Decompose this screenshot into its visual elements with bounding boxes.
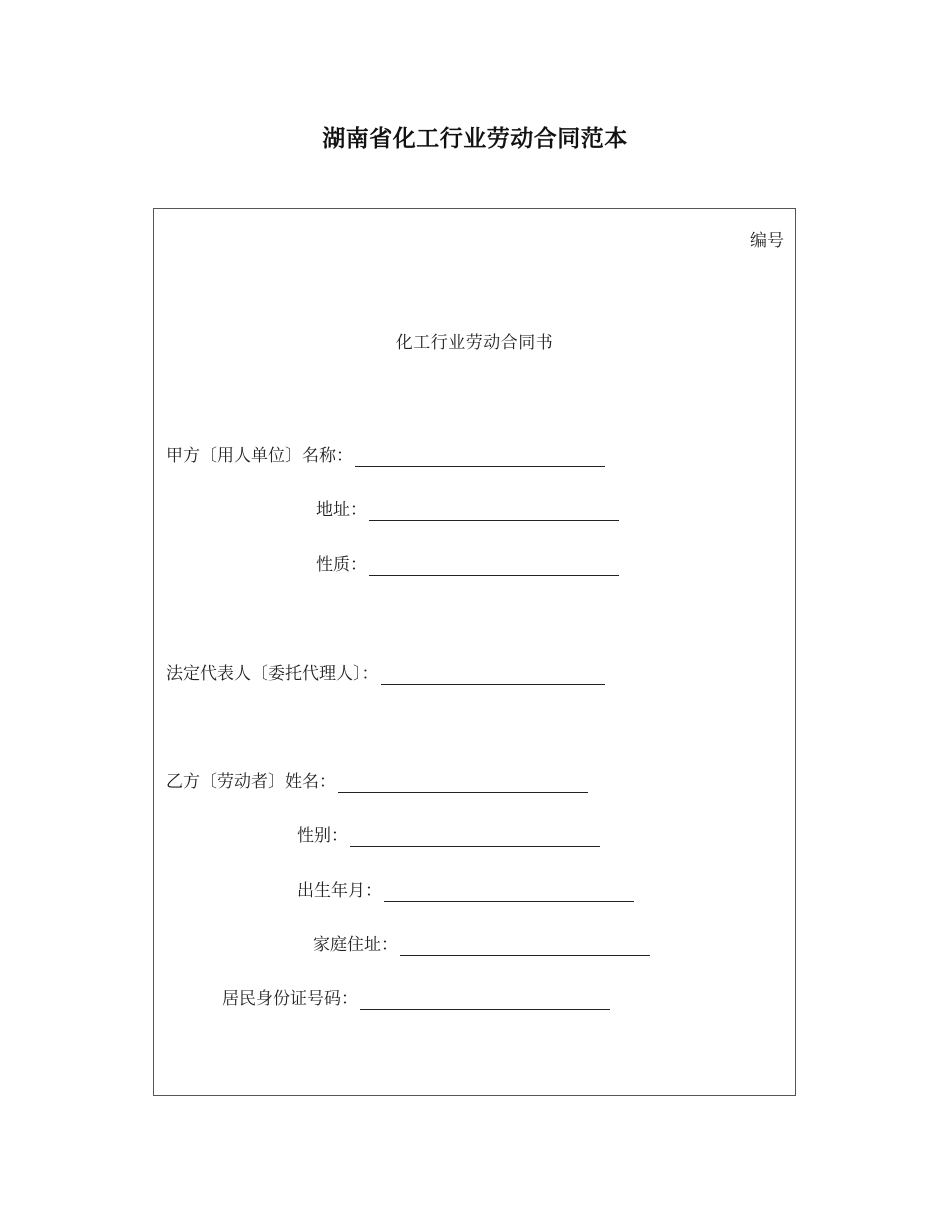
representative-blank[interactable] xyxy=(381,666,605,685)
party-a-name-label: 名称： xyxy=(302,446,353,466)
party-b-name-blank[interactable] xyxy=(338,774,588,793)
party-a-address-row xyxy=(316,499,619,521)
contract-subtitle: 化工行业劳动合同书 xyxy=(395,333,554,353)
party-b-id-blank[interactable] xyxy=(360,991,610,1010)
party-a-nature-label: 性质： xyxy=(316,555,367,575)
document-title: 湖南省化工行业劳动合同范本 xyxy=(322,125,628,152)
party-b-address-row xyxy=(313,934,650,956)
party-a-address-blank[interactable] xyxy=(369,502,619,521)
party-a-prefix: 甲方〔用人单位〕 xyxy=(166,446,302,466)
party-b-name-label: 姓名： xyxy=(285,772,336,792)
representative-row xyxy=(166,663,605,685)
party-b-birth-row xyxy=(297,880,634,902)
representative-label: 法定代表人〔委托代理人〕： xyxy=(166,664,379,684)
party-b-id-label: 居民身份证号码： xyxy=(222,989,358,1009)
party-b-id-row xyxy=(222,988,610,1010)
party-b-birth-blank[interactable] xyxy=(384,883,634,902)
party-b-gender-blank[interactable] xyxy=(350,828,600,847)
party-a-name-blank[interactable] xyxy=(355,448,605,467)
party-a-nature-blank[interactable] xyxy=(369,557,619,576)
serial-number-label: 编号 xyxy=(750,231,784,251)
party-b-address-label: 家庭住址： xyxy=(313,935,398,955)
party-a-nature-row xyxy=(316,554,619,576)
party-b-name-row xyxy=(166,771,588,793)
party-b-birth-label: 出生年月： xyxy=(297,881,382,901)
party-b-gender-row xyxy=(297,825,600,847)
party-b-address-blank[interactable] xyxy=(400,937,650,956)
party-b-prefix: 乙方〔劳动者〕 xyxy=(166,772,285,792)
party-a-name-row xyxy=(166,445,605,467)
contract-cover-frame xyxy=(153,208,796,1096)
party-a-address-label: 地址： xyxy=(316,500,367,520)
party-b-gender-label: 性别： xyxy=(297,826,348,846)
